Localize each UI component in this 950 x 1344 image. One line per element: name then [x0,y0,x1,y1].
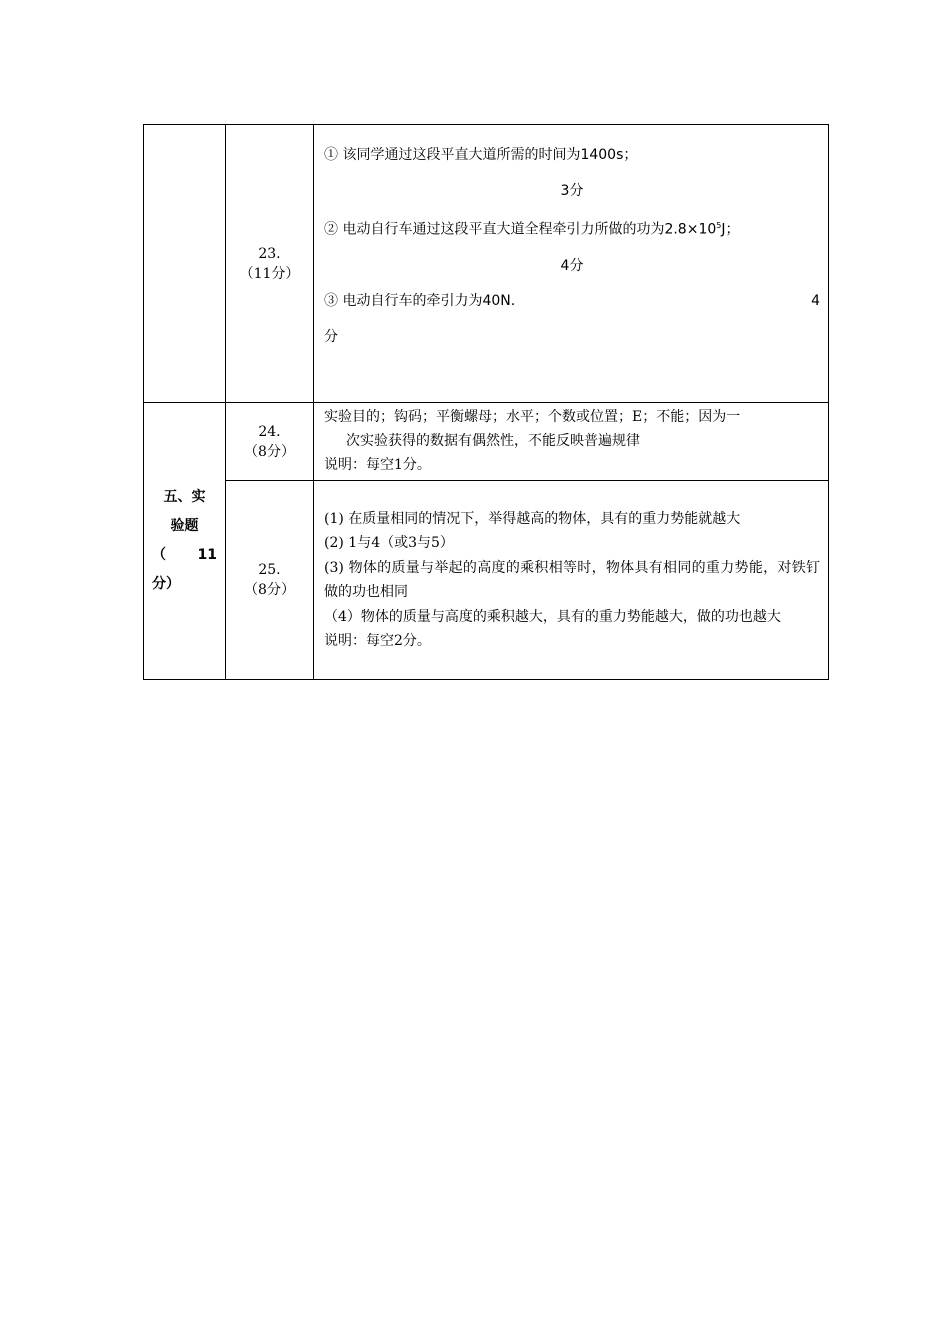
q23-line2-tail: J； [721,221,740,238]
q23-score1: 3分 [560,183,584,199]
q23-line2-value: 2.8×10 [664,221,717,238]
q25-number-cell [226,481,314,680]
q24-points: （8分） [244,443,295,460]
q23-line1 [324,145,820,165]
q25-answer-2: (2) 1与4（或3与5） [324,535,454,551]
q25-answer-1: (1) 在质量相同的情况下，举得越高的物体，具有的重力势能就越大 [324,510,741,527]
q24-answer-line2: 次实验获得的数据有偶然性，不能反映普遍规律 [346,433,640,449]
q23-line3 [324,291,820,311]
q25-answer-cell [314,481,829,680]
q23-number: 23. [258,245,281,262]
q25-note: 说明：每空2分。 [324,633,431,649]
answer-table [143,124,829,680]
q23-score3-number: 4 [811,292,820,309]
q25-points: （8分） [244,582,295,598]
q24-note: 说明：每空1分。 [324,457,431,473]
q23-points: （11分） [239,265,300,282]
section-cell-empty [144,125,226,403]
q24-number-cell [226,403,314,481]
q23-line3-text: ③ 电动自行车的牵引力为 [324,292,483,309]
q23-score2: 4分 [560,257,584,274]
q24-number: 24. [258,423,281,440]
q24-answer-cell [314,403,829,481]
table-row-q24 [144,403,829,481]
table-row-q25 [144,481,829,680]
q25-answer-3: (3) 物体的质量与举起的高度的乘积相等时，物体具有相同的重力势能，对铁钉做的功也相同 [324,559,820,600]
q23-line3-end: . [510,292,516,309]
section-title-line1: 五、实 [163,489,206,505]
section-title-paren: （ [152,547,166,563]
section-title-line4: 分） [152,576,180,592]
q23-score3-unit: 分 [324,328,338,345]
section-five-cell [144,403,226,680]
q23-number-cell [226,125,314,403]
q23-line1-text: ① 该同学通过这段平直大道所需的时间为 [324,147,581,163]
q23-line2 [324,216,820,240]
q24-answer-line1: 实验目的；钩码；平衡螺母；水平；个数或位置；E；不能；因为一 [324,409,741,425]
q23-line1-value: 1400s； [580,147,638,163]
section-title-points: 11 [197,547,217,563]
q23-answer-cell [314,125,829,403]
table-row-q23 [144,125,829,403]
q23-line2-exponent: 5 [716,221,722,230]
q25-number: 25. [258,562,281,578]
section-title-line3 [152,541,217,570]
q23-line2-text: ② 电动自行车通过这段平直大道全程牵引力所做的功为 [324,221,665,238]
section-title-line2: 验题 [170,518,199,534]
q25-answer-4: （4）物体的质量与高度的乘积越大，具有的重力势能越大，做的功也越大 [324,608,781,625]
q23-line3-value: 40N [482,292,511,309]
